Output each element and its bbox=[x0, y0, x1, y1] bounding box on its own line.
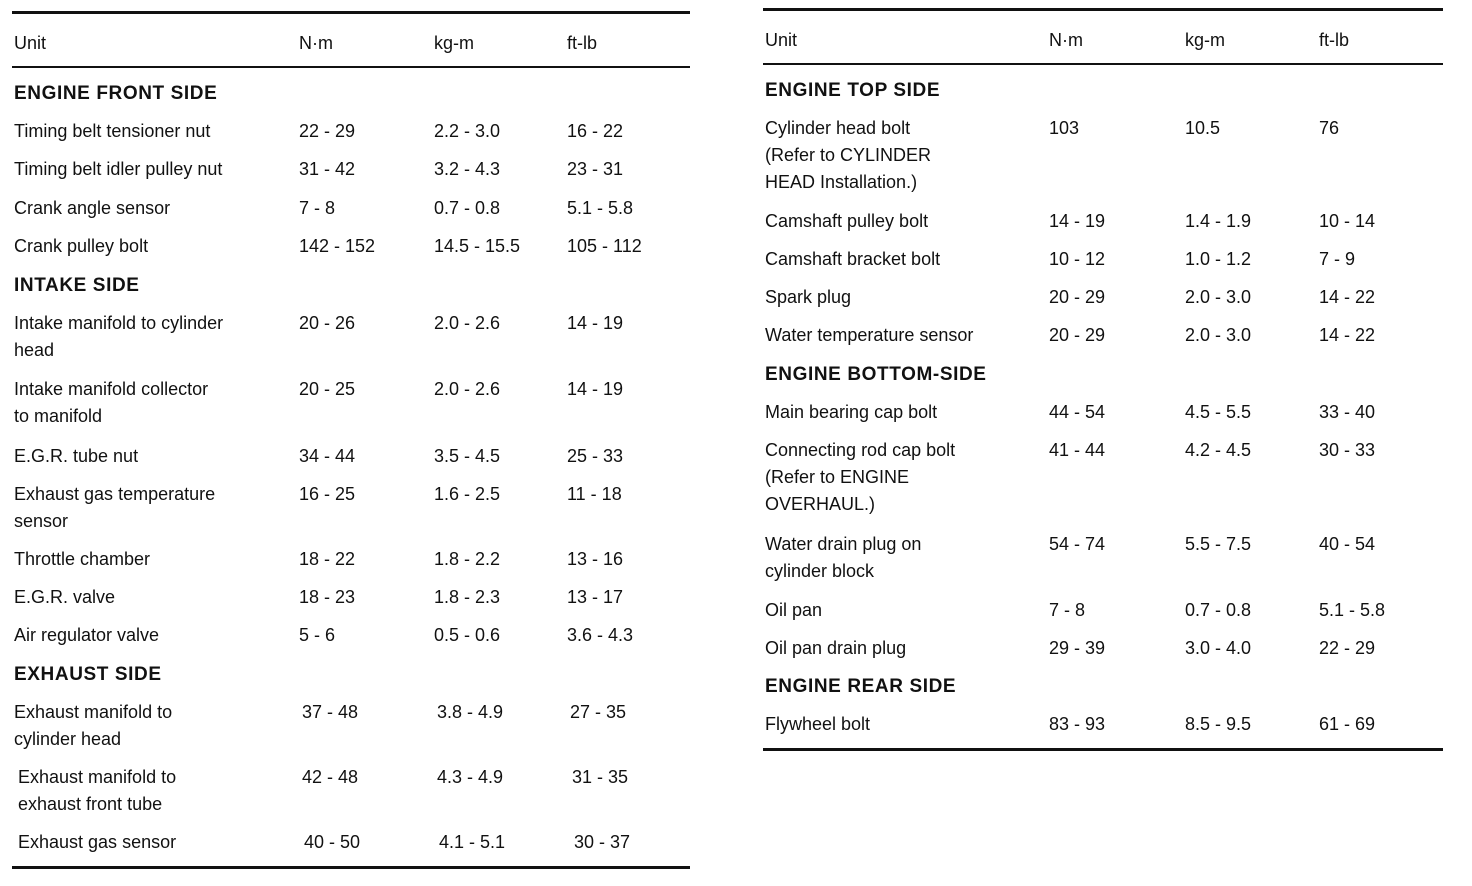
section-exhaust-side: EXHAUST SIDE bbox=[14, 664, 162, 685]
row-nm: 37 - 48 bbox=[302, 702, 359, 722]
row-nm: 7 - 8 bbox=[1049, 600, 1086, 620]
section-engine-rear-side: ENGINE REAR SIDE bbox=[765, 676, 957, 697]
row-nm: 54 - 74 bbox=[1049, 534, 1106, 554]
row-kgm: 0.7 - 0.8 bbox=[434, 198, 501, 218]
row-ftlb: 5.1 - 5.8 bbox=[567, 198, 634, 218]
row-kgm: 0.5 - 0.6 bbox=[434, 625, 501, 645]
row-nm: 44 - 54 bbox=[1049, 402, 1106, 422]
row-kgm: 14.5 - 15.5 bbox=[434, 236, 521, 256]
row-name: Connecting rod cap bolt (Refer to ENGINE OVERHAUL.) bbox=[765, 440, 956, 514]
row-ftlb: 40 - 54 bbox=[1319, 534, 1376, 554]
row-nm: 14 - 19 bbox=[1049, 211, 1106, 231]
header-rule bbox=[763, 63, 1443, 65]
row-kgm: 0.7 - 0.8 bbox=[1185, 600, 1252, 620]
row-ftlb: 14 - 19 bbox=[567, 313, 624, 333]
row-ftlb: 13 - 16 bbox=[567, 549, 624, 569]
row-kgm: 2.0 - 2.6 bbox=[434, 379, 501, 399]
row-nm: 34 - 44 bbox=[299, 446, 356, 466]
row-nm: 5 - 6 bbox=[299, 625, 336, 645]
row-nm: 20 - 25 bbox=[299, 379, 356, 399]
row-nm: 31 - 42 bbox=[299, 159, 356, 179]
row-kgm: 2.0 - 3.0 bbox=[1185, 325, 1252, 345]
row-nm: 41 - 44 bbox=[1049, 440, 1106, 460]
row-ftlb: 14 - 22 bbox=[1319, 287, 1376, 307]
row-name: Air regulator valve bbox=[14, 625, 160, 645]
header-unit: Unit bbox=[765, 30, 798, 50]
row-nm: 7 - 8 bbox=[299, 198, 336, 218]
row-kgm: 3.2 - 4.3 bbox=[434, 159, 501, 179]
header-kgm: kg-m bbox=[1185, 30, 1225, 50]
row-name: Oil pan drain plug bbox=[765, 638, 907, 658]
row-name: Water temperature sensor bbox=[765, 325, 974, 345]
row-kgm: 8.5 - 9.5 bbox=[1185, 714, 1252, 734]
table-bottom-rule bbox=[763, 748, 1443, 751]
table-bottom-rule bbox=[12, 866, 690, 869]
row-ftlb: 31 - 35 bbox=[572, 767, 629, 787]
row-ftlb: 13 - 17 bbox=[567, 587, 624, 607]
row-nm: 16 - 25 bbox=[299, 484, 356, 504]
row-nm: 20 - 26 bbox=[299, 313, 356, 333]
table-top-rule bbox=[763, 8, 1443, 11]
row-kgm: 1.6 - 2.5 bbox=[434, 484, 501, 504]
table-header-row bbox=[763, 30, 1443, 50]
row-kgm: 4.1 - 5.1 bbox=[439, 832, 506, 852]
row-kgm: 1.0 - 1.2 bbox=[1185, 249, 1252, 269]
row-kgm: 3.8 - 4.9 bbox=[437, 702, 504, 722]
row-kgm: 2.0 - 3.0 bbox=[1185, 287, 1252, 307]
header-ftlb: ft-lb bbox=[1319, 30, 1350, 50]
row-name: Throttle chamber bbox=[14, 549, 151, 569]
row-nm: 142 - 152 bbox=[299, 236, 376, 256]
row-ftlb: 61 - 69 bbox=[1319, 714, 1376, 734]
row-ftlb: 7 - 9 bbox=[1319, 249, 1356, 269]
row-nm: 42 - 48 bbox=[302, 767, 359, 787]
row-kgm: 10.5 bbox=[1185, 118, 1221, 138]
header-unit: Unit bbox=[14, 33, 47, 53]
row-ftlb: 30 - 33 bbox=[1319, 440, 1376, 460]
row-name: Spark plug bbox=[765, 287, 852, 307]
row-kgm: 4.3 - 4.9 bbox=[437, 767, 504, 787]
row-ftlb: 14 - 22 bbox=[1319, 325, 1376, 345]
row-nm: 29 - 39 bbox=[1049, 638, 1106, 658]
row-name: Crank angle sensor bbox=[14, 198, 171, 218]
header-ftlb: ft-lb bbox=[567, 33, 598, 53]
row-name: Cylinder head bolt (Refer to CYLINDER HEAD Installation.) bbox=[765, 118, 932, 192]
row-nm: 18 - 22 bbox=[299, 549, 356, 569]
row-nm: 103 bbox=[1049, 118, 1080, 138]
row-name: Main bearing cap bolt bbox=[765, 402, 938, 422]
row-name: Water drain plug on cylinder block bbox=[765, 534, 922, 581]
row-name: Timing belt tensioner nut bbox=[14, 121, 211, 141]
row-name: Intake manifold to cylinder head bbox=[14, 313, 224, 360]
row-kgm: 4.2 - 4.5 bbox=[1185, 440, 1252, 460]
row-kgm: 2.2 - 3.0 bbox=[434, 121, 501, 141]
header-nm: N·m bbox=[299, 33, 333, 53]
row-ftlb: 5.1 - 5.8 bbox=[1319, 600, 1386, 620]
row-name: Exhaust manifold to cylinder head bbox=[14, 702, 173, 749]
row-ftlb: 27 - 35 bbox=[570, 702, 627, 722]
row-nm: 18 - 23 bbox=[299, 587, 356, 607]
row-name: E.G.R. valve bbox=[14, 587, 116, 607]
row-nm: 83 - 93 bbox=[1049, 714, 1106, 734]
header-nm: N·m bbox=[1049, 30, 1083, 50]
row-nm: 10 - 12 bbox=[1049, 249, 1106, 269]
row-name: Camshaft bracket bolt bbox=[765, 249, 941, 269]
row-ftlb: 16 - 22 bbox=[567, 121, 624, 141]
row-ftlb: 30 - 37 bbox=[574, 832, 631, 852]
row-ftlb: 23 - 31 bbox=[567, 159, 624, 179]
table-header-row bbox=[12, 33, 690, 53]
row-ftlb: 76 bbox=[1319, 118, 1340, 138]
header-rule bbox=[12, 66, 690, 68]
section-intake-side: INTAKE SIDE bbox=[14, 275, 140, 296]
row-ftlb: 33 - 40 bbox=[1319, 402, 1376, 422]
row-kgm: 1.8 - 2.2 bbox=[434, 549, 501, 569]
row-ftlb: 14 - 19 bbox=[567, 379, 624, 399]
header-kgm: kg-m bbox=[434, 33, 474, 53]
row-name: Crank pulley bolt bbox=[14, 236, 149, 256]
row-kgm: 3.5 - 4.5 bbox=[434, 446, 501, 466]
row-name: Exhaust gas sensor bbox=[18, 832, 177, 852]
row-ftlb: 22 - 29 bbox=[1319, 638, 1376, 658]
row-name: Oil pan bbox=[765, 600, 823, 620]
row-name: Camshaft pulley bolt bbox=[765, 211, 929, 231]
row-name: Flywheel bolt bbox=[765, 714, 871, 734]
row-kgm: 3.0 - 4.0 bbox=[1185, 638, 1252, 658]
section-engine-front-side: ENGINE FRONT SIDE bbox=[14, 83, 218, 104]
row-nm: 20 - 29 bbox=[1049, 287, 1106, 307]
row-name: Exhaust manifold to exhaust front tube bbox=[18, 767, 177, 814]
row-kgm: 1.4 - 1.9 bbox=[1185, 211, 1252, 231]
row-ftlb: 11 - 18 bbox=[567, 484, 622, 504]
row-name: Exhaust gas temperature sensor bbox=[14, 484, 216, 531]
table-top-rule bbox=[12, 11, 690, 14]
row-kgm: 1.8 - 2.3 bbox=[434, 587, 501, 607]
row-ftlb: 10 - 14 bbox=[1319, 211, 1376, 231]
row-ftlb: 25 - 33 bbox=[567, 446, 624, 466]
row-kgm: 4.5 - 5.5 bbox=[1185, 402, 1252, 422]
row-name: E.G.R. tube nut bbox=[14, 446, 139, 466]
row-nm: 40 - 50 bbox=[304, 832, 361, 852]
row-nm: 20 - 29 bbox=[1049, 325, 1106, 345]
row-nm: 22 - 29 bbox=[299, 121, 356, 141]
section-engine-bottom-side: ENGINE BOTTOM-SIDE bbox=[765, 364, 987, 385]
row-kgm: 2.0 - 2.6 bbox=[434, 313, 501, 333]
row-ftlb: 105 - 112 bbox=[567, 236, 642, 256]
row-ftlb: 3.6 - 4.3 bbox=[567, 625, 634, 645]
row-name: Timing belt idler pulley nut bbox=[14, 159, 223, 179]
section-engine-top-side: ENGINE TOP SIDE bbox=[765, 80, 941, 101]
row-name: Intake manifold collector to manifold bbox=[14, 379, 209, 426]
row-kgm: 5.5 - 7.5 bbox=[1185, 534, 1252, 554]
